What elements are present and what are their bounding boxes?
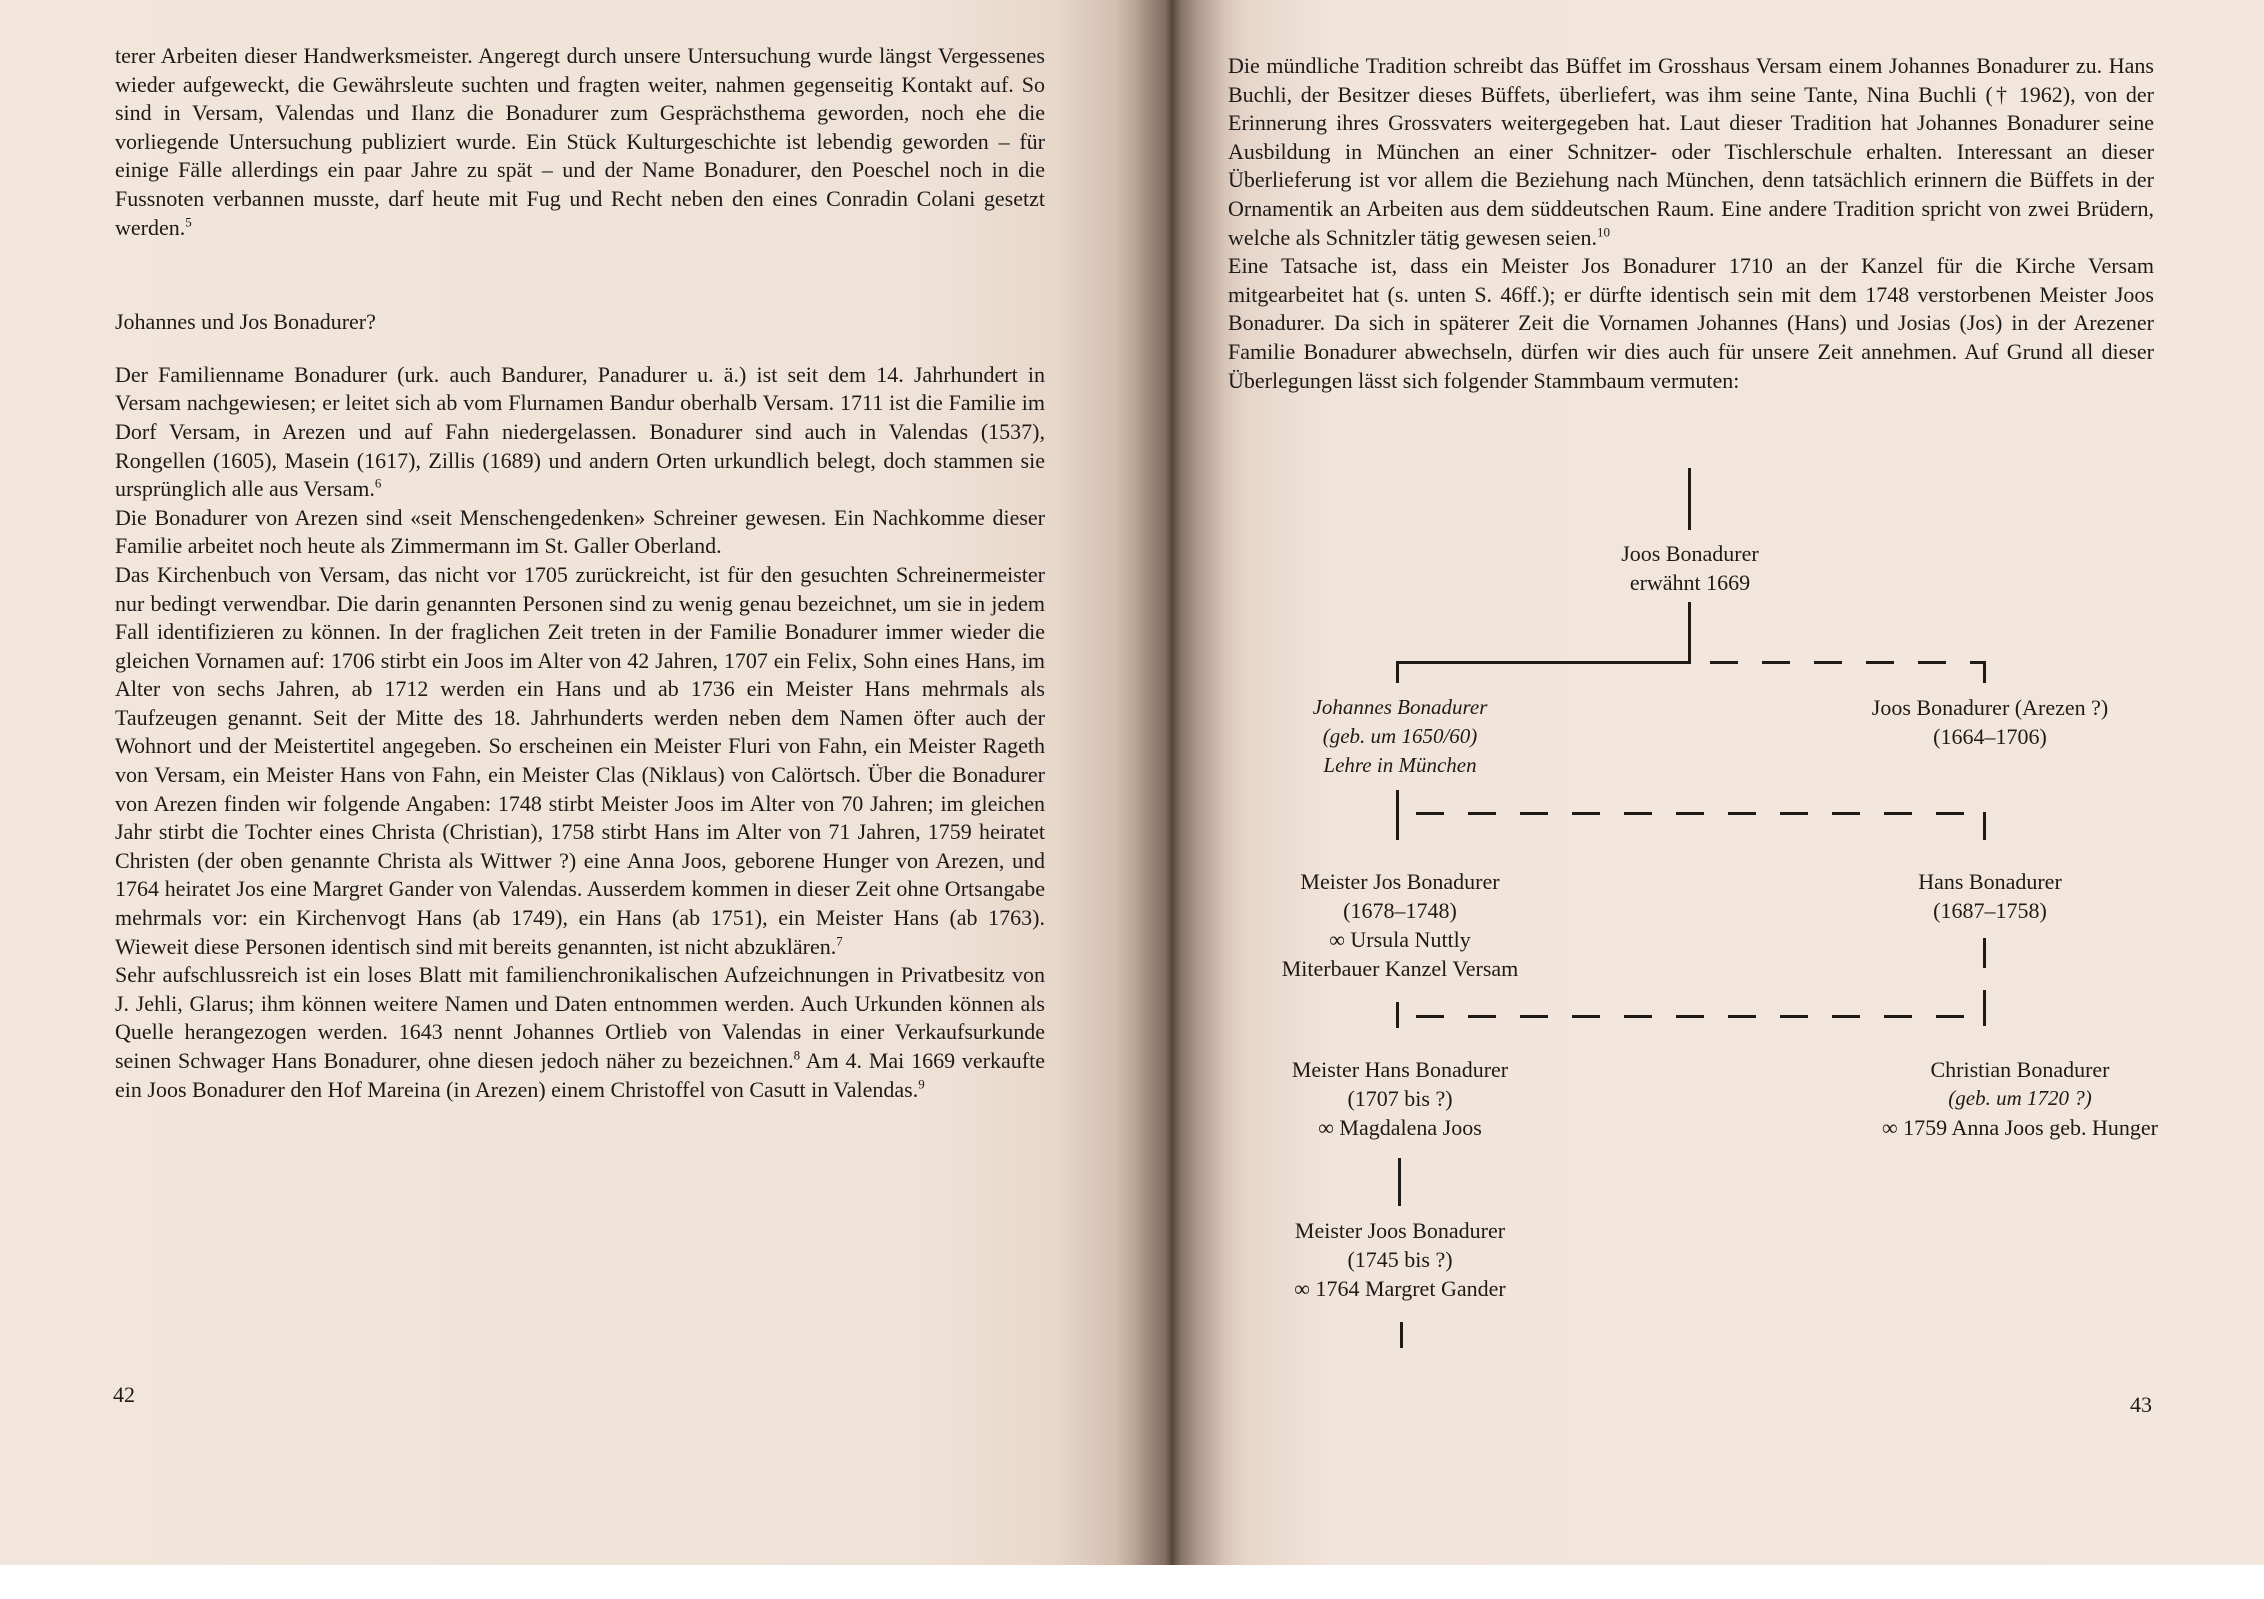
tree-node-christian (1810, 1055, 2230, 1142)
family-tree (1170, 450, 2264, 1350)
tree-line (1688, 602, 1691, 662)
section-heading: Johannes und Jos Bonadurer? (115, 309, 376, 335)
footnote-ref: 6 (374, 475, 382, 491)
tree-line (1396, 1002, 1399, 1028)
node-note: Miterbauer Kanzel Versam (1281, 956, 1519, 981)
node-name: Meister Jos Bonadurer (1300, 869, 1500, 894)
intro-paragraph (115, 42, 1045, 242)
paragraph-4 (115, 961, 1045, 1104)
footnote-ref: 8 (793, 1047, 801, 1063)
tree-dashed-line (1416, 812, 1976, 815)
tree-line (1688, 468, 1691, 530)
node-name: Meister Hans Bonadurer (1291, 1057, 1509, 1082)
node-name: Meister Joos Bonadurer (1294, 1218, 1506, 1243)
tree-line (1396, 661, 1691, 664)
tree-node-johannes (1230, 693, 1570, 780)
left-page-text (115, 42, 1045, 1104)
intro-text: terer Arbeiten dieser Handwerksmeister. Angeregt durch unsere Untersuchung wurde längst Vergessenes wieder aufgeweckt, die Gewährsleute suchten und fragten weiter, nahmen gegenseitig Kontakt auf. So sind in Versam, Valendas und Ilanz die Bonadurer zum Gesprächsthema geworden, noch ehe die vorliegende Untersuchung publiziert wurde. Ein Stück Kulturgeschichte ist lebendig geworden – für einige Fälle allerdings ein paar Jahre zu spät – und der Name Bonadurer, den Poeschel noch in die Fussnoten verbannen musste, darf heute mit Fug und Recht neben den eines Conradin Colani gesetzt werden. (115, 43, 1045, 240)
node-name: Joos Bonadurer (1621, 541, 1759, 566)
node-dates: (1707 bis ?) (1347, 1086, 1453, 1111)
node-name: Christian Bonadurer (1930, 1057, 2110, 1082)
node-note: erwähnt 1669 (1629, 570, 1751, 595)
paragraph-1-text: Der Familienname Bonadurer (urk. auch Bandurer, Panadurer u. ä.) ist seit dem 14. Jahrhundert in Versam nachgewiesen; er leitet sich ab vom Flurnamen Bandur oberhalb Versam. 1711 ist die Familie im Dorf Versam, in Arezen und auf Fahn niedergelassen. Bonadurer sind auch in Valendas (1537), Rongellen (1605), Masein (1617), Zillis (1689) und andern Orten urkundlich belegt, doch stammen sie ursprünglich alle aus Versam. (115, 361, 1045, 502)
node-name: Johannes Bonadurer (1312, 695, 1488, 719)
tree-dashed-line (1416, 1015, 1976, 1018)
paragraph-4a-text: Sehr aufschlussreich ist ein loses Blatt mit familienchronikalischen Aufzeichnungen in Privatbesitz von J. Jehli, Glarus; ihm können weitere Namen und Daten entnommen werden. Auch Urkunden können als Quelle herangezogen werden. 1643 nennt Johannes Ortlieb von Valendas in einer Verkaufsurkunde seinen Schwager Hans Bonadurer, ohne diesen jedoch näher zu bezeichnen. (115, 962, 1045, 1073)
tree-line (1400, 1322, 1403, 1348)
tree-node-meister-hans (1210, 1055, 1590, 1142)
node-name: Joos Bonadurer (Arezen ?) (1871, 695, 2109, 720)
tree-line (1983, 938, 1986, 968)
tree-line (1396, 790, 1399, 840)
node-spouse: ∞ Ursula Nuttly (1329, 927, 1471, 952)
paragraph-r1-text: Die mündliche Tradition schreibt das Büffet im Grosshaus Versam einem Johannes Bonadurer zu. Hans Buchli, der Besitzer dieses Büffets, überliefert, was ihm seine Tante, Nina Buchli († 1962), von der Erinnerung ihres Grossvaters weitergegeben hat. Laut dieser Tradition hat Johannes Bonadurer seine Ausbildung in München an einer Schnitzer- oder Tischlerschule erhalten. Interessant an dieser Überlieferung ist vor allem die Beziehung nach München, denn tatsächlich erinnern die Büffets in der Ornamentik an Arbeiten aus dem süddeutschen Raum. Eine andere Tradition spricht von zwei Brüdern, welche als Schnitzler tätig gewesen seien. (1228, 53, 2154, 250)
scan-margin (0, 1565, 2264, 1599)
tree-node-hans (1810, 867, 2170, 925)
tree-line (1396, 661, 1399, 683)
node-dates: (1687–1758) (1933, 898, 2047, 923)
node-dates: (1745 bis ?) (1347, 1247, 1453, 1272)
footnote-ref: 10 (1596, 224, 1610, 240)
tree-line (1398, 1158, 1401, 1206)
tree-node-meister-joos (1210, 1216, 1590, 1303)
paragraph-1 (115, 361, 1045, 504)
tree-dashed-line (1710, 661, 1985, 664)
footnote-ref: 5 (185, 214, 192, 230)
node-spouse: ∞ 1759 Anna Joos geb. Hunger (1882, 1115, 2158, 1140)
paragraph-3 (115, 561, 1045, 961)
node-note: Lehre in München (1323, 753, 1477, 777)
paragraph-4b-text: Am 4. Mai 1669 verkaufte ein Joos Bonadurer den Hof Mareina (in Arezen) einem Christoffel von Casutt in Valendas. (115, 1048, 1045, 1102)
footnote-ref: 7 (836, 933, 843, 949)
paragraph-r1 (1228, 52, 2154, 252)
tree-line (1983, 812, 1986, 840)
node-dates: (1678–1748) (1343, 898, 1457, 923)
paragraph-r2: Eine Tatsache ist, dass ein Meister Jos Bonadurer 1710 an der Kanzel für die Kirche Versam mitgearbeitet hat (s. unten S. 46ff.); er dürfte identisch sein mit dem 1748 verstorbenen Meister Joos Bonadurer. Da sich in späterer Zeit die Vornamen Johannes (Hans) und Josias (Jos) in der Arezener Familie Bonadurer abwechseln, dürfen wir dies auch für unsere Zeit annehmen. Auf Grund all dieser Überlegungen lässt sich folgender Stammbaum vermuten: (1228, 253, 2154, 393)
node-name: Hans Bonadurer (1918, 869, 2062, 894)
paragraph-2: Die Bonadurer von Arezen sind «seit Menschengedenken» Schreiner gewesen. Ein Nachkomme dieser Familie arbeitet noch heute als Zimmermann im St. Galler Oberland. (115, 504, 1045, 559)
page-number-left: 42 (113, 1382, 135, 1407)
tree-node-root (1520, 539, 1860, 597)
node-spouse: ∞ 1764 Margret Gander (1294, 1276, 1506, 1301)
node-spouse: ∞ Magdalena Joos (1318, 1115, 1482, 1140)
page-number-right: 43 (2130, 1392, 2152, 1417)
paragraph-3-text: Das Kirchenbuch von Versam, das nicht vor 1705 zurückreicht, ist für den gesuchten Schreinermeister nur bedingt verwendbar. Die darin genannten Personen sind zu wenig genau bezeichnet, um sie in jedem Fall identifizieren zu können. In der fraglichen Zeit treten in der Familie Bonadurer immer wieder die gleichen Vornamen auf: 1706 stirbt ein Joos im Alter von 42 Jahren, 1707 ein Felix, Sohn eines Hans, im Alter von sechs Jahren, ab 1712 werden ein Hans und ab 1736 ein Meister Hans mehrmals als Taufzeugen genannt. Seit der Mitte des 18. Jahrhunderts werden neben dem Namen öfter auch der Wohnort und der Meistertitel angegeben. So erscheinen ein Meister Fluri von Fahn, ein Meister Rageth von Versam, ein Meister Hans von Fahn, ein Meister Clas (Niklaus) von Calörtsch. Über die Bonadurer von Arezen finden wir folgende Angaben: 1748 stirbt Meister Joos im Alter von 70 Jahren; im gleichen Jahr stirbt die Tochter eines Christa (Christian), 1758 stirbt Hans im Alter von 71 Jahren, 1759 heiratet Christen (der oben genannte Christa als Wittwer ?) eine Anna Joos, geborene Hunger von Arezen, und 1764 heiratet Jos eine Margret Gander von Valendas. Ausserdem kommen in dieser Zeit ohne Ortsangabe mehrmals vor: ein Kirchenvogt Hans (ab 1749), ein Hans (ab 1751), ein Meister Hans (ab 1763). Wieweit diese Personen identisch sind mit bereits genannten, ist nicht abzuklären. (115, 561, 1045, 959)
node-dates: (1664–1706) (1933, 724, 2047, 749)
right-page-text (1228, 52, 2154, 395)
footnote-ref: 9 (918, 1076, 925, 1092)
tree-line (1983, 990, 1986, 1026)
tree-node-meister-jos (1210, 867, 1590, 983)
tree-line (1983, 661, 1986, 683)
tree-node-joos-arezen (1800, 693, 2180, 751)
node-dates: (geb. um 1650/60) (1322, 724, 1478, 748)
node-dates: (geb. um 1720 ?) (1948, 1086, 2092, 1110)
